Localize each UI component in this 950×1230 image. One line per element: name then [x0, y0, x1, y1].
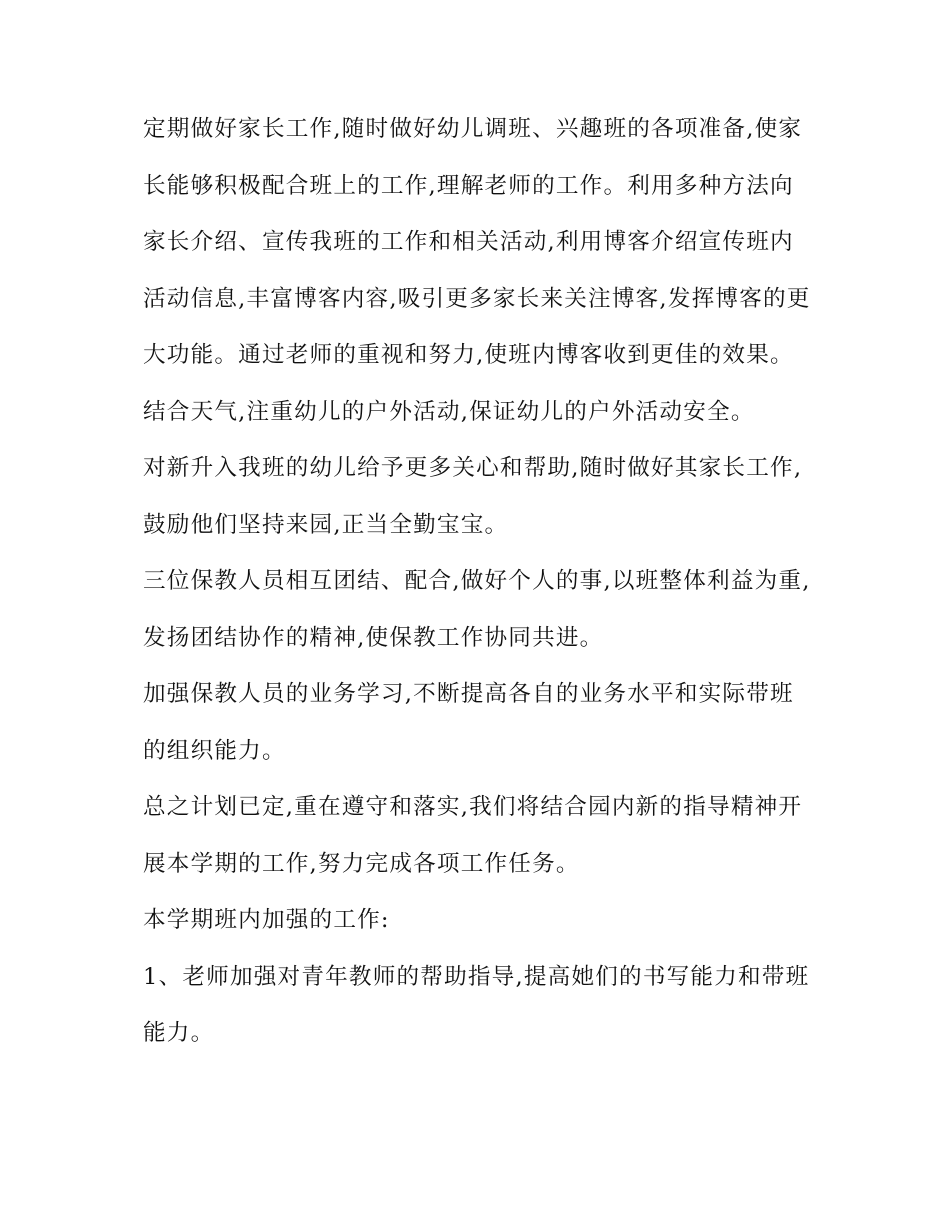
- paragraph-outdoor-safety: 结合天气,注重幼儿的户外活动,保证幼儿的户外活动安全。: [143, 398, 755, 425]
- paragraph-parent-work: 定期做好家长工作,随时做好幼儿调班、兴趣班的各项准备,使家长能够积极配合班上的工作,理解老师的工作。利用多种方法向家长介绍、宣传我班的工作和相关活动,利用博客介绍宣传班内活动信息,丰富博客内容,吸引更多家长来关注博客,发挥博客的更大功能。通过老师的重视和努力,使班内博客收到更佳的效果。: [143, 116, 811, 368]
- paragraph-new-children: 对新升入我班的幼儿给予更多关心和帮助,随时做好其家长工作,鼓励他们坚持来园,正当全勤宝宝。: [143, 455, 803, 538]
- paragraph-focus-heading: 本学期班内加强的工作:: [143, 907, 390, 933]
- paragraph-staff-teamwork: 三位保教人员相互团结、配合,做好个人的事,以班整体利益为重,发扬团结协作的精神,使保教工作协同共进。: [143, 568, 811, 651]
- paragraph-staff-study: 加强保教人员的业务学习,不断提高各自的业务水平和实际带班的组织能力。: [143, 681, 794, 764]
- document-body: [143, 101, 815, 1062]
- paragraph-summary: 总之计划已定,重在遵守和落实,我们将结合园内新的指导精神开展本学期的工作,努力完成各项工作任务。: [143, 794, 803, 877]
- paragraph-focus-item-1: 1、老师加强对青年教师的帮助指导,提高她们的书写能力和带班能力。: [143, 963, 810, 1046]
